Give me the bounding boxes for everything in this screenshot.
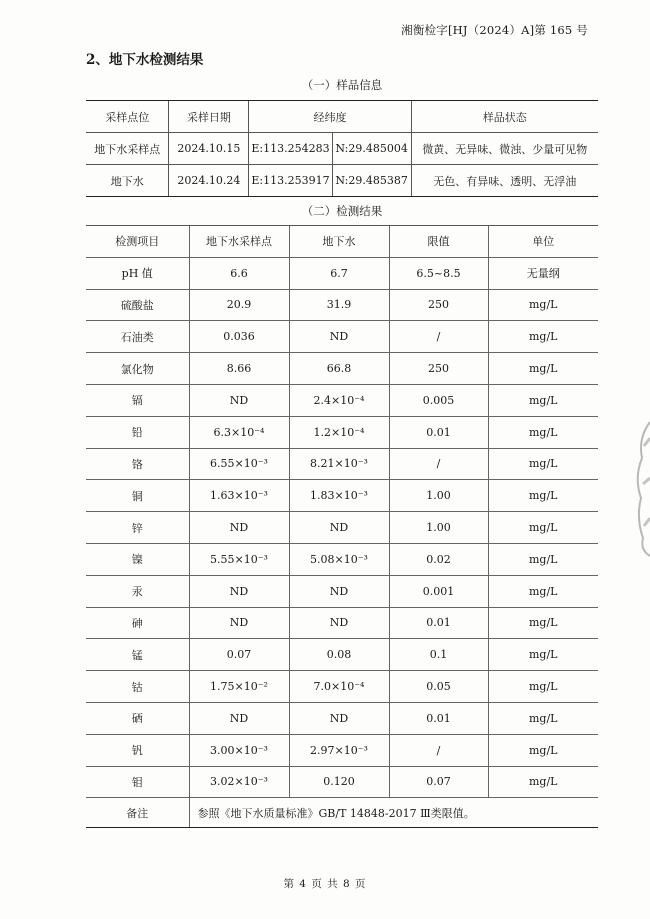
value-cell: 8.66 (189, 353, 289, 385)
limit-cell: 0.001 (389, 575, 488, 607)
results-table (86, 226, 598, 828)
limit-cell: 0.1 (389, 639, 488, 671)
table-row (86, 353, 598, 385)
item-cell: 铜 (86, 480, 189, 512)
unit-cell: mg/L (488, 480, 598, 512)
limit-cell: 0.01 (389, 702, 488, 734)
document-number: 湘衡检字[HJ（2024）A]第 165 号 (401, 23, 588, 37)
header-cell: 限值 (389, 226, 488, 257)
item-cell: pH 值 (86, 257, 189, 289)
table-row (86, 480, 598, 512)
longitude-cell: E:113.254283 (249, 133, 332, 165)
table-row (86, 448, 598, 480)
limit-cell: 6.5~8.5 (389, 257, 488, 289)
value-cell: ND (189, 607, 289, 639)
table-row (86, 257, 598, 289)
header-cell: 单位 (488, 226, 598, 257)
item-cell: 石油类 (86, 321, 189, 353)
value-cell: 3.00×10⁻³ (189, 734, 289, 766)
limit-cell: 1.00 (389, 480, 488, 512)
value-cell: 20.9 (189, 289, 289, 321)
limit-cell: 0.02 (389, 543, 488, 575)
table-header-row (86, 101, 598, 133)
limit-cell: 0.01 (389, 607, 488, 639)
limit-cell: 0.05 (389, 671, 488, 703)
value-cell: ND (189, 575, 289, 607)
value-cell: 3.02×10⁻³ (189, 766, 289, 798)
value-cell: 0.08 (289, 639, 389, 671)
seal-stamp-edge (628, 418, 650, 558)
note-label: 备注 (86, 798, 189, 828)
date-cell: 2024.10.24 (169, 165, 249, 197)
state-cell: 微黄、无异味、微浊、少量可见物 (411, 133, 598, 165)
item-cell: 镉 (86, 384, 189, 416)
item-cell: 锌 (86, 512, 189, 544)
item-cell: 砷 (86, 607, 189, 639)
value-cell: 0.07 (189, 639, 289, 671)
limit-cell: 0.07 (389, 766, 488, 798)
state-cell: 无色、有异味、透明、无浮油 (411, 165, 598, 197)
latitude-cell: N:29.485004 (332, 133, 411, 165)
table-row (86, 607, 598, 639)
limit-cell: / (389, 734, 488, 766)
limit-cell: 0.005 (389, 384, 488, 416)
table-row (86, 575, 598, 607)
unit-cell: mg/L (488, 607, 598, 639)
table-row (86, 543, 598, 575)
unit-cell: mg/L (488, 384, 598, 416)
unit-cell: mg/L (488, 448, 598, 480)
value-cell: 0.120 (289, 766, 389, 798)
unit-cell: mg/L (488, 289, 598, 321)
unit-cell: mg/L (488, 766, 598, 798)
item-cell: 锰 (86, 639, 189, 671)
table-row (86, 671, 598, 703)
item-cell: 钴 (86, 671, 189, 703)
header-cell: 地下水采样点 (189, 226, 289, 257)
value-cell: ND (289, 321, 389, 353)
item-cell: 钼 (86, 766, 189, 798)
value-cell: 0.036 (189, 321, 289, 353)
table-row (86, 384, 598, 416)
unit-cell: mg/L (488, 734, 598, 766)
value-cell: 6.55×10⁻³ (189, 448, 289, 480)
table-row (86, 321, 598, 353)
table-row (86, 289, 598, 321)
item-cell: 氯化物 (86, 353, 189, 385)
unit-cell: mg/L (488, 575, 598, 607)
sample-info-title: （一）样品信息 (301, 78, 383, 92)
item-cell: 汞 (86, 575, 189, 607)
table-row (86, 416, 598, 448)
limit-cell: 1.00 (389, 512, 488, 544)
site-cell: 地下水 (86, 165, 169, 197)
limit-cell: / (389, 321, 488, 353)
value-cell: 1.63×10⁻³ (189, 480, 289, 512)
value-cell: 5.55×10⁻³ (189, 543, 289, 575)
note-row (86, 798, 598, 828)
value-cell: ND (189, 702, 289, 734)
note-text: 参照《地下水质量标准》GB/T 14848-2017 Ⅲ类限值。 (189, 798, 598, 828)
value-cell: 1.83×10⁻³ (289, 480, 389, 512)
limit-cell: 0.01 (389, 416, 488, 448)
site-cell: 地下水采样点 (86, 133, 169, 165)
unit-cell: mg/L (488, 512, 598, 544)
value-cell: 8.21×10⁻³ (289, 448, 389, 480)
value-cell: 6.6 (189, 257, 289, 289)
header-cell: 采样日期 (169, 101, 249, 133)
page-footer: 第 4 页 共 8 页 (283, 878, 367, 890)
limit-cell: / (389, 448, 488, 480)
item-cell: 铬 (86, 448, 189, 480)
item-cell: 硫酸盐 (86, 289, 189, 321)
unit-cell: mg/L (488, 639, 598, 671)
unit-cell: mg/L (488, 321, 598, 353)
value-cell: 7.0×10⁻⁴ (289, 671, 389, 703)
header-cell: 地下水 (289, 226, 389, 257)
table-row (86, 133, 598, 165)
header-cell: 样品状态 (411, 101, 598, 133)
value-cell: 31.9 (289, 289, 389, 321)
value-cell: 1.2×10⁻⁴ (289, 416, 389, 448)
item-cell: 镍 (86, 543, 189, 575)
value-cell: 66.8 (289, 353, 389, 385)
limit-cell: 250 (389, 289, 488, 321)
value-cell: 2.4×10⁻⁴ (289, 384, 389, 416)
longitude-cell: E:113.253917 (249, 165, 332, 197)
section-title: 2、地下水检测结果 (86, 52, 204, 68)
latitude-cell: N:29.485387 (332, 165, 411, 197)
value-cell: ND (289, 512, 389, 544)
unit-cell: mg/L (488, 671, 598, 703)
table-row (86, 512, 598, 544)
item-cell: 硒 (86, 702, 189, 734)
date-cell: 2024.10.15 (169, 133, 249, 165)
header-cell: 采样点位 (86, 101, 169, 133)
unit-cell: mg/L (488, 353, 598, 385)
value-cell: 6.7 (289, 257, 389, 289)
table-header-row (86, 226, 598, 257)
header-cell: 检测项目 (86, 226, 189, 257)
table-row (86, 702, 598, 734)
table-row (86, 639, 598, 671)
unit-cell: mg/L (488, 416, 598, 448)
table-row (86, 734, 598, 766)
value-cell: ND (289, 607, 389, 639)
results-title: （二）检测结果 (301, 204, 383, 218)
limit-cell: 250 (389, 353, 488, 385)
table-row (86, 165, 598, 197)
unit-cell: mg/L (488, 543, 598, 575)
item-cell: 钒 (86, 734, 189, 766)
unit-cell: 无量纲 (488, 257, 598, 289)
value-cell: 6.3×10⁻⁴ (189, 416, 289, 448)
unit-cell: mg/L (488, 702, 598, 734)
value-cell: ND (289, 575, 389, 607)
value-cell: 2.97×10⁻³ (289, 734, 389, 766)
sample-info-table (86, 101, 598, 197)
value-cell: 1.75×10⁻² (189, 671, 289, 703)
value-cell: ND (189, 384, 289, 416)
table-row (86, 766, 598, 798)
header-cell: 经纬度 (249, 101, 411, 133)
value-cell: ND (189, 512, 289, 544)
value-cell: 5.08×10⁻³ (289, 543, 389, 575)
value-cell: ND (289, 702, 389, 734)
item-cell: 铅 (86, 416, 189, 448)
